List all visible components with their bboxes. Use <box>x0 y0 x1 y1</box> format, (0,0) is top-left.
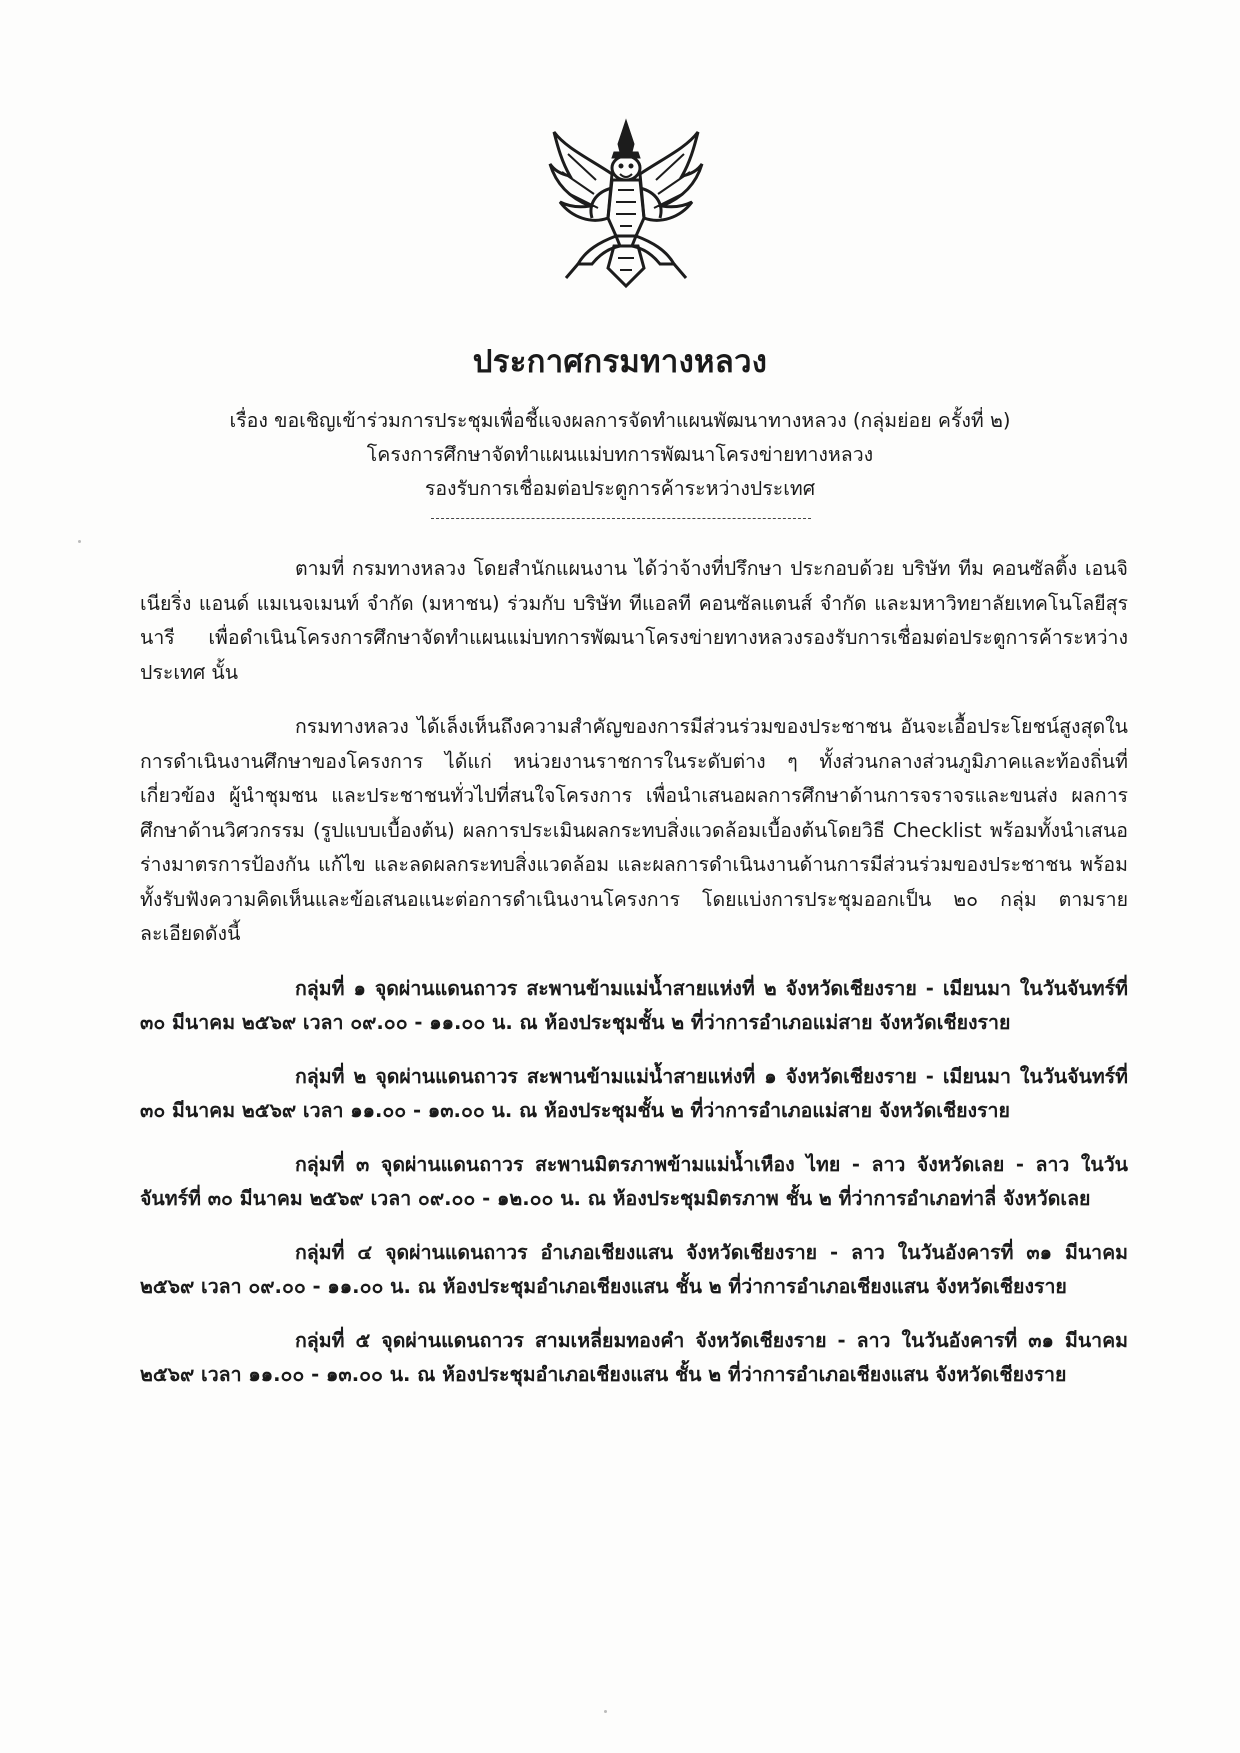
meeting-group-5 <box>140 1324 1128 1393</box>
garuda-emblem-icon <box>548 118 704 294</box>
subject-line: รองรับการเชื่อมต่อประตูการค้าระหว่างประเทศ <box>424 477 816 500</box>
meeting-group-4 <box>140 1236 1128 1305</box>
group-details: จุดผ่านแดนถาวร สะพานมิตรภาพข้ามแม่น้ำเหือง ไทย - ลาว จังหวัดเลย - ลาว ในวันจันทร์ที่ ๓๐ มีนาคม ๒๕๖๙ เวลา ๐๙.๐๐ - ๑๒.๐๐ น. ณ ห้องประชุมมิตรภาพ ชั้น ๒ ที่ว่าการอำเภอท่าลี่ จังหวัดเลย <box>140 1152 1129 1210</box>
meeting-group-1 <box>140 972 1128 1041</box>
group-label: กลุ่มที่ ๕ <box>295 1328 371 1352</box>
subject-line: เรื่อง ขอเชิญเข้าร่วมการประชุมเพื่อชี้แจงผลการจัดทำแผนพัฒนาทางหลวง (กลุ่มย่อย ครั้งที่ ๒) <box>229 409 1011 432</box>
document-title: ประกาศกรมทางหลวง <box>472 344 768 380</box>
group-details: จุดผ่านแดนถาวร สะพานข้ามแม่น้ำสายแห่งที่ ๒ จังหวัดเชียงราย - เมียนมา ในวันจันทร์ที่ ๓๐ มีนาคม ๒๕๖๙ เวลา ๐๙.๐๐ - ๑๑.๐๐ น. ณ ห้องประชุมชั้น ๒ ที่ว่าการอำเภอแม่สาย จังหวัดเชียงราย <box>140 976 1128 1034</box>
group-label: กลุ่มที่ ๔ <box>295 1240 373 1264</box>
section-divider <box>431 518 811 519</box>
group-label: กลุ่มที่ ๑ <box>295 976 366 1000</box>
group-details: จุดผ่านแดนถาวร สะพานข้ามแม่น้ำสายแห่งที่ ๑ จังหวัดเชียงราย - เมียนมา ในวันจันทร์ที่ ๓๐ มีนาคม ๒๕๖๙ เวลา ๑๑.๐๐ - ๑๓.๐๐ น. ณ ห้องประชุมชั้น ๒ ที่ว่าการอำเภอแม่สาย จังหวัดเชียงราย <box>140 1064 1129 1122</box>
meeting-group-2 <box>140 1060 1128 1129</box>
subject-line: โครงการศึกษาจัดทำแผนแม่บทการพัฒนาโครงข่ายทางหลวง <box>366 443 874 466</box>
scan-speck <box>78 540 81 543</box>
document-body <box>140 552 1128 1412</box>
meeting-group-3 <box>140 1148 1128 1217</box>
group-details: จุดผ่านแดนถาวร อำเภอเชียงแสน จังหวัดเชียงราย - ลาว ในวันอังคารที่ ๓๑ มีนาคม ๒๕๖๙ เวลา ๐๙.๐๐ - ๑๑.๐๐ น. ณ ห้องประชุมอำเภอเชียงแสน ชั้น ๒ ที่ว่าการอำเภอเชียงแสน จังหวัดเชียงราย <box>140 1240 1129 1298</box>
group-label: กลุ่มที่ ๓ <box>295 1152 370 1176</box>
group-details: จุดผ่านแดนถาวร สามเหลี่ยมทองคำ จังหวัดเชียงราย - ลาว ในวันอังคารที่ ๓๑ มีนาคม ๒๕๖๙ เวลา ๑๑.๐๐ - ๑๓.๐๐ น. ณ ห้องประชุมอำเภอเชียงแสน ชั้น ๒ ที่ว่าการอำเภอเชียงแสน จังหวัดเชียงราย <box>140 1328 1128 1386</box>
body-paragraph: ตามที่ กรมทางหลวง โดยสำนักแผนงาน ได้ว่าจ้างที่ปรึกษา ประกอบด้วย บริษัท ทีม คอนซัลติ้ง เอนจิเนียริ่ง แอนด์ แมเนจเมนท์ จำกัด (มหาชน) ร่วมกับ บริษัท ทีแอลที คอนซัลแตนส์ จำกัด และมหาวิทยาลัยเทคโนโลยีสุรนารี เพื่อดำเนินโครงการศึกษาจัดทำแผนแม่บทการพัฒนาโครงข่ายทางหลวงรองรับการเชื่อมต่อประตูการค้าระหว่างประเทศ นั้น <box>140 557 1128 684</box>
body-paragraph: กรมทางหลวง ได้เล็งเห็นถึงความสำคัญของการมีส่วนร่วมของประชาชน อันจะเอื้อประโยชน์สูงสุดในการดำเนินงานศึกษาของโครงการ ได้แก่ หน่วยงานราชการในระดับต่าง ๆ ทั้งส่วนกลางส่วนภูมิภาคและท้องถิ่นที่เกี่ยวข้อง ผู้นำชุมชน และประชาชนทั่วไปที่สนใจโครงการ เพื่อนำเสนอผลการศึกษาด้านการจราจรและขนส่ง ผลการศึกษาด้านวิศวกรรม (รูปแบบเบื้องต้น) ผลการประเมินผลกระทบสิ่งแวดล้อมเบื้องต้นโดยวิธี Checklist พร้อมทั้งนำเสนอร่างมาตรการป้องกัน แก้ไข และลดผลกระทบสิ่งแวดล้อม และผลการดำเนินงานด้านการมีส่วนร่วมของประชาชน พร้อมทั้งรับฟังความคิดเห็นและข้อเสนอแนะต่อการดำเนินงานโครงการ โดยแบ่งการประชุมออกเป็น ๒๐ กลุ่ม ตามรายละเอียดดังนี้ <box>140 715 1128 945</box>
group-label: กลุ่มที่ ๒ <box>295 1064 367 1088</box>
document-subject <box>140 404 1100 506</box>
scan-speck <box>604 1710 607 1713</box>
